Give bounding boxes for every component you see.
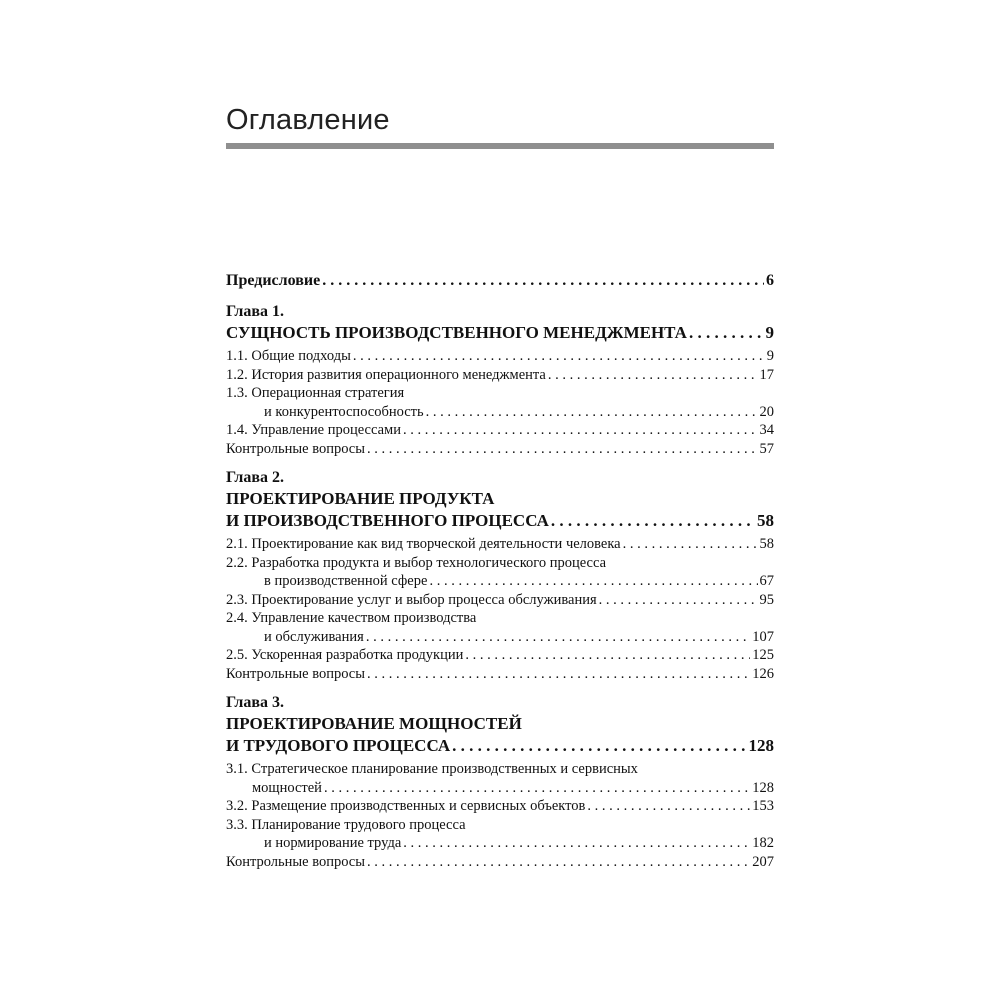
toc-entry-label-cont: в производственной сфере [264, 573, 428, 589]
toc-entry-label: Предисловие [226, 272, 321, 289]
table-of-contents [226, 270, 774, 871]
toc-page-number: 128 [752, 779, 774, 796]
toc-page-number: 126 [752, 665, 774, 682]
toc-entry-label: Контрольные вопросы [226, 440, 365, 457]
chapter-title[interactable] [226, 735, 774, 757]
dot-leader [599, 591, 758, 610]
toc-entry-label: 3.3. Планирование трудового процесса [226, 816, 466, 833]
toc-page-number: 58 [757, 511, 774, 530]
chapter-title-text: ПРОЕКТИРОВАНИЕ ПРОДУКТА [226, 489, 495, 508]
toc-page-number: 153 [752, 798, 774, 814]
dot-leader [367, 853, 750, 872]
toc-entry[interactable] [226, 421, 774, 440]
toc-page-number: 207 [752, 853, 774, 870]
toc-page-number: 107 [752, 628, 774, 645]
toc-entry[interactable] [226, 853, 774, 872]
toc-entry-label: 3.1. Стратегическое планирование производственных и сервисных [226, 761, 638, 777]
chapter-title[interactable] [226, 322, 774, 344]
toc-entry-label: Контрольные вопросы [226, 665, 365, 682]
dot-leader [366, 628, 750, 647]
toc-entry-label: 2.5. Ускоренная разработка продукции [226, 647, 464, 663]
toc-page-number: 9 [765, 323, 774, 342]
toc-entry-label: 2.1. Проектирование как вид творческой деятельности человека [226, 536, 621, 552]
dot-leader [551, 510, 755, 532]
toc-entry[interactable] [226, 646, 774, 665]
dot-leader [324, 779, 750, 798]
toc-entry[interactable] [226, 440, 774, 459]
dot-leader [367, 665, 750, 684]
toc-entry[interactable] [226, 609, 774, 646]
toc-entry-label: 2.3. Проектирование услуг и выбор процесса обслуживания [226, 591, 597, 608]
chapter-label: Глава 3. [226, 694, 284, 711]
dot-leader [623, 535, 758, 554]
chapter-2 [226, 468, 774, 683]
toc-entry-label: 3.2. Размещение производственных и сервисных объектов [226, 798, 586, 814]
toc-entry-label-cont: мощностей [252, 779, 322, 796]
toc-entry-label: 1.2. История развития операционного менеджмента [226, 366, 546, 383]
dot-leader [426, 403, 758, 422]
toc-entry[interactable] [226, 384, 774, 421]
chapter-title-text-cont: И ТРУДОВОГО ПРОЦЕССА [226, 736, 451, 755]
toc-page-number: 67 [759, 573, 774, 589]
dot-leader [403, 834, 750, 853]
dot-leader [429, 572, 757, 591]
chapter-title-text: ПРОЕКТИРОВАНИЕ МОЩНОСТЕЙ [226, 714, 522, 733]
title-rule [226, 143, 774, 149]
toc-entry-label: 1.4. Управление процессами [226, 422, 401, 438]
toc-entry[interactable] [226, 797, 774, 816]
toc-entry-label: 2.2. Разработка продукта и выбор технологического процесса [226, 554, 607, 571]
dot-leader [452, 735, 746, 757]
toc-entry-label-cont: и обслуживания [264, 628, 364, 645]
toc-page-number: 182 [752, 835, 774, 851]
toc-entry-label: 1.3. Операционная стратегия [226, 385, 405, 401]
toc-entry[interactable] [226, 591, 774, 610]
toc-entry[interactable] [226, 535, 774, 554]
toc-entry-label: Контрольные вопросы [226, 853, 365, 870]
dot-leader [403, 421, 758, 440]
toc-page-number: 128 [748, 736, 774, 755]
toc-page-number: 17 [759, 366, 774, 383]
toc-entry[interactable] [226, 816, 774, 853]
toc-page-number: 125 [752, 647, 774, 663]
toc-entry-label-cont: и конкурентоспособность [264, 403, 424, 420]
toc-page-number: 20 [759, 403, 774, 420]
dot-leader [548, 366, 758, 385]
chapter-label: Глава 2. [226, 469, 284, 486]
toc-entry[interactable] [226, 366, 774, 385]
chapter-label: Глава 1. [226, 303, 284, 320]
toc-entry[interactable] [226, 665, 774, 684]
chapter-1 [226, 302, 774, 458]
dot-leader [322, 270, 764, 292]
toc-entry[interactable] [226, 554, 774, 591]
toc-entry-label-cont: и нормирование труда [264, 835, 402, 851]
toc-entry[interactable] [226, 347, 774, 366]
chapter-title-text-cont: И ПРОИЗВОДСТВЕННОГО ПРОЦЕССА [226, 511, 549, 530]
page-title: Оглавление [226, 104, 390, 136]
toc-page-number: 6 [766, 272, 774, 289]
toc-entry[interactable] [226, 760, 774, 797]
dot-leader [689, 322, 764, 344]
dot-leader [353, 347, 765, 366]
toc-page-number: 58 [759, 536, 774, 552]
toc-page-number: 57 [759, 440, 774, 457]
toc-page-number: 95 [759, 591, 774, 608]
toc-page-number: 34 [759, 422, 774, 438]
toc-entry-preface[interactable] [226, 270, 774, 292]
chapter-3 [226, 693, 774, 871]
dot-leader [465, 646, 750, 665]
dot-leader [587, 797, 750, 816]
toc-page-number: 9 [766, 348, 774, 364]
toc-entry-label: 2.4. Управление качеством производства [226, 610, 477, 626]
chapter-title[interactable] [226, 510, 774, 532]
toc-entry-label: 1.1. Общие подходы [226, 348, 351, 364]
dot-leader [367, 440, 758, 459]
chapter-title-text: СУЩНОСТЬ ПРОИЗВОДСТВЕННОГО МЕНЕДЖМЕНТА [226, 323, 687, 342]
